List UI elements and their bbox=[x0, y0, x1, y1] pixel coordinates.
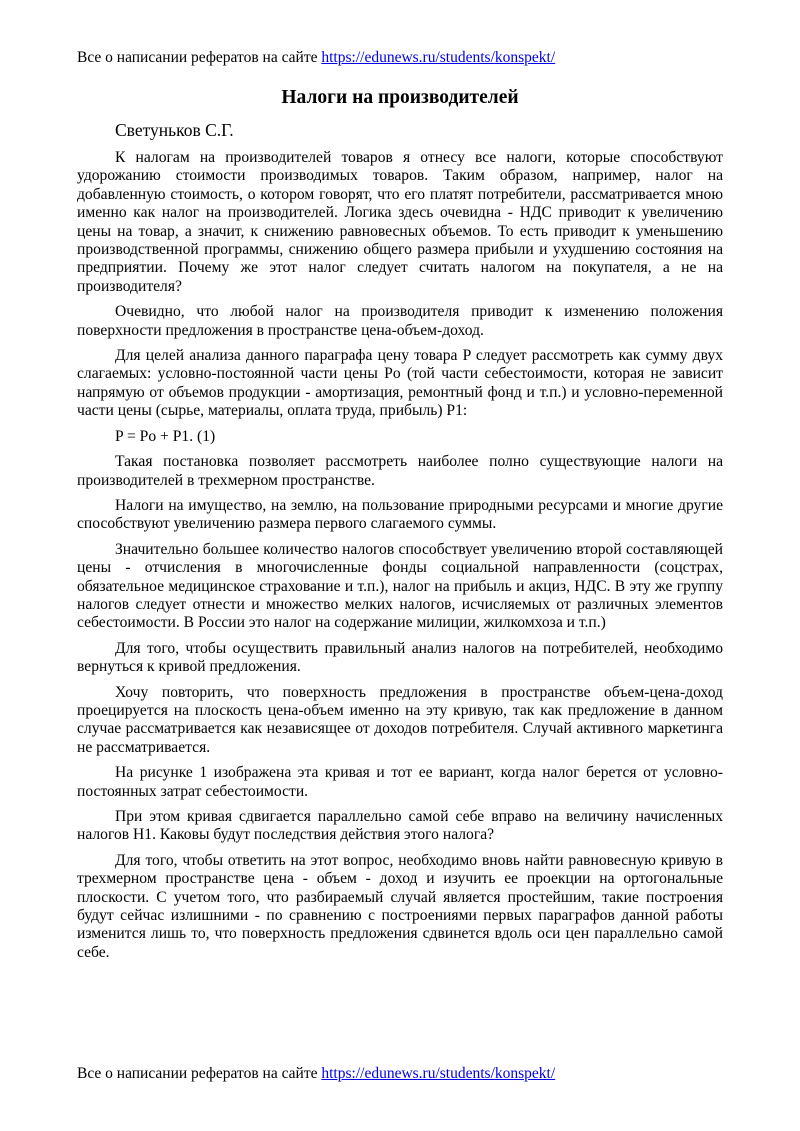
document-title: Налоги на производителей bbox=[281, 87, 519, 108]
header-link[interactable]: https://edunews.ru/students/konspekt/ bbox=[321, 49, 556, 66]
footer-link[interactable]: https://edunews.ru/students/konspekt/ bbox=[321, 1065, 556, 1082]
page-footer bbox=[77, 1064, 555, 1084]
paragraph-12: Для того, чтобы ответить на этот вопрос, необходимо вновь найти равновесную кривую в трехмерном пространстве цена - объем - доход и изучить ее проекции на ортогональные плоскости. С учетом того, что разбираемый случай является простейшим, такие построения будут сейчас излишними - по сравнению с построениями первых параграфов данной работы изменится лишь то, что поверхность предложения сдвинется вдоль оси цен параллельно самой себе. bbox=[77, 851, 723, 961]
page-header bbox=[77, 48, 555, 68]
paragraph-11: При этом кривая сдвигается параллельно самой себе вправо на величину начисленных налогов H1. Каковы будут последствия действия этого налога? bbox=[77, 808, 723, 844]
paragraph-1: К налогам на производителей товаров я отнесу все налоги, которые способствуют удорожанию стоимости производимых товаров. Таким образом, например, налог на добавленную стоимость, о котором говорят, что его платят потребители, рассматривается мною именно как налог на производителей. Логика здесь очевидна - НДС приводит к увеличению цены на товар, а значит, к снижению равновесных объемов. То есть приводит к уменьшению производственной программы, снижению общего размера прибыли и ухудшению состояния на предприятии. Почему же этот налог следует считать налогом на покупателя, а не на производителя? bbox=[77, 149, 723, 295]
formula-1: P = Pо + P1. (1) bbox=[115, 427, 216, 445]
paragraph-5: Такая постановка позволяет рассмотреть наиболее полно существующие налоги на производителей в трехмерном пространстве. bbox=[77, 453, 723, 489]
paragraph-6: Налоги на имущество, на землю, на пользование природными ресурсами и многие другие способствуют увеличению размера первого слагаемого суммы. bbox=[77, 496, 723, 533]
paragraph-7: Значительно большее количество налогов способствует увеличению второй составляющей цены - отчисления в многочисленные фонды социальной направленности (соцстрах, обязательное медицинское страхование и т.п.), налог на прибыль и акциз, НДС. В эту же группу налогов следует отнести и множество мелких налогов, исчисляемых от различных элементов себестоимости. В России это налог на содержание милиции, жилкомхоза и т.п.) bbox=[77, 540, 723, 632]
document-body bbox=[77, 149, 723, 969]
document-author: Светуньков С.Г. bbox=[115, 120, 234, 140]
paragraph-8: Для того, чтобы осуществить правильный анализ налогов на потребителей, необходимо вернуться к кривой предложения. bbox=[77, 639, 723, 676]
header-text: Все о написании рефератов на сайте bbox=[77, 49, 318, 66]
paragraph-3: Для целей анализа данного параграфа цену товара P следует рассмотреть как сумму двух слагаемых: условно-постоянной части цены Pо (той части себестоимости, которая не зависит напрямую от объемов продукции - амортизация, ремонтный фонд и т.п.) и условно-переменной части цены (сырье, материалы, оплата труда, прибыль) P1: bbox=[77, 347, 723, 420]
paragraph-2: Очевидно, что любой налог на производителя приводит к изменению положения поверхности предложения в пространстве цена-объем-доход. bbox=[77, 303, 723, 339]
paragraph-9: Хочу повторить, что поверхность предложения в пространстве объем-цена-доход проецируется на плоскость цена-объем именно на эту кривую, так как предложение в данном случае рассматривается как независящее от доходов потребителя. Случай активного маркетинга не рассматривается. bbox=[77, 683, 723, 756]
footer-text: Все о написании рефератов на сайте bbox=[77, 1065, 318, 1082]
paragraph-10: На рисунке 1 изображена эта кривая и тот ее вариант, когда налог берется от условно-постоянных затрат себестоимости. bbox=[77, 764, 723, 800]
